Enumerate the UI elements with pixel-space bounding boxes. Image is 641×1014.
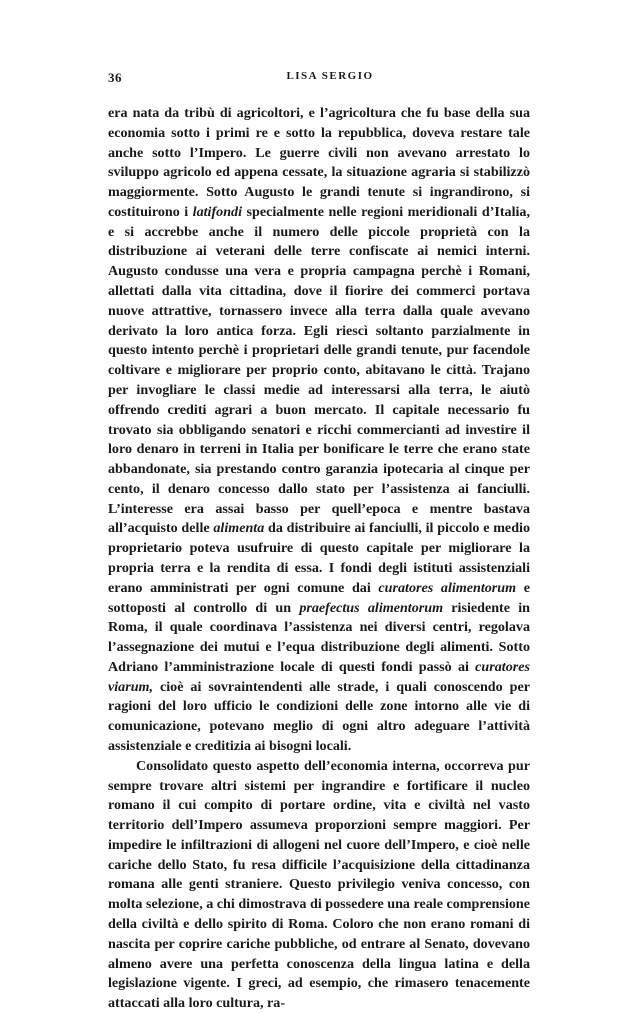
text-run: e sottoposti al controllo di un — [108, 579, 530, 616]
page-number: 36 — [108, 70, 122, 85]
body-text — [108, 104, 530, 1014]
page-header — [108, 70, 538, 88]
text-run: cioè ai sovraintendenti alle strade, i quali conoscendo per ragioni del loro ufficio le condizioni delle zone intorno alle vie di comunicazione, potevano meglio di ogni altro adeguare l’attività assistenziale e creditizia ai bisogni locali. — [108, 678, 530, 754]
italic-term: praefectus alimentorum — [299, 599, 444, 616]
text-run: risiedente in Roma, il quale coordinava l’assistenza nei diversi centri, regolava l’assegnazione dei mutui e l’equa distribuzione degli alimenti. Sotto Adriano l’amministrazione locale di questi fondi passò ai — [108, 599, 531, 675]
text-run: da distribuire ai fanciulli, il piccolo e medio proprietario poteva usufruire di questo capitale per migliorare la propria terra e la rendita di essa. I fondi degli istituti assistenziali erano amministrati per ogni comune dai — [108, 520, 530, 596]
running-head: LISA SERGIO — [286, 70, 374, 82]
italic-term: alimenta — [213, 520, 265, 537]
text-run: era nata da tribù di agricoltori, e l’agricoltura che fu base della sua economia sotto i primi re e sotto la repubblica, doveva restare tale anche sotto l’Impero. Le guerre civili non avevano arrestato lo sviluppo agricolo ed appena cessate, la situazione agraria si stabilizzò maggiormente. Sotto Augusto le grandi tenute si ingrandirono, si costituirono i — [108, 105, 530, 220]
italic-term: curatores alimentorum — [378, 579, 517, 596]
paragraph-2 — [108, 757, 530, 1014]
text-run: specialmente nelle regioni meridionali d’Italia, e si accrebbe anche il numero delle piccole proprietà con la distribuzione ai veterani delle terre confiscate ai nemici interni. Augusto condusse una vera e propria campagna perchè i Romani, allettati dalla vita cittadina, dove il fiorire dei commerci portava nuove attrattive, tornassero invece alla terra dalla quale avevano derivato la loro antica forza. Egli riescì soltanto parzialmente in questo intento perchè i proprietari delle grandi tenute, pur facendole coltivare e migliorare per proprio conto, abitavano le città. Trajano per invogliare le classi medie ad interessarsi alla terra, le aiutò offrendo crediti agrari a buon mercato. Il capitale necessario fu trovato sia obbligando senatori e ricchi commercianti ad investire il loro denaro in terreni in Italia per bonificare le terre che erano state abbandonate, sia prestando contro garanzia ipotecaria al cinque per cento, il denaro concesso dallo stato per l’assistenza ai fanciulli. L’interesse era assai basso per quell’epoca e mentre bastava all’acquisto delle — [108, 203, 530, 537]
text-run: Consolidato questo aspetto dell’economia interna, occorreva pur sempre trovare altri sistemi per ingrandire e fortificare il nucleo romano il cui compito di portare ordine, vita e civiltà nel vasto territorio dell’Impero assumeva proporzioni sempre maggiori. Per impedire le infiltrazioni di allogeni nel cuore dell’Impero, e cioè nelle cariche dello Stato, fu resa difficile l’acquisizione della cittadinanza romana alle genti straniere. Questo privilegio veniva concesso, con molta selezione, a chi dimostrava di possedere una reale comprensione della civiltà e dello spirito di Roma. Coloro che non erano romani di nascita per coprire cariche pubbliche, od entrare al Senato, dovevano almeno avere una perfetta conoscenza della lingua latina e della legislazione vigente. I greci, ad esempio, che rimasero tenacemente attaccati alla loro cultura, ra- — [108, 757, 531, 1012]
italic-term: curatores viarum, — [108, 658, 530, 695]
italic-term: latifondi — [192, 203, 243, 220]
paragraph-1 — [108, 104, 530, 757]
